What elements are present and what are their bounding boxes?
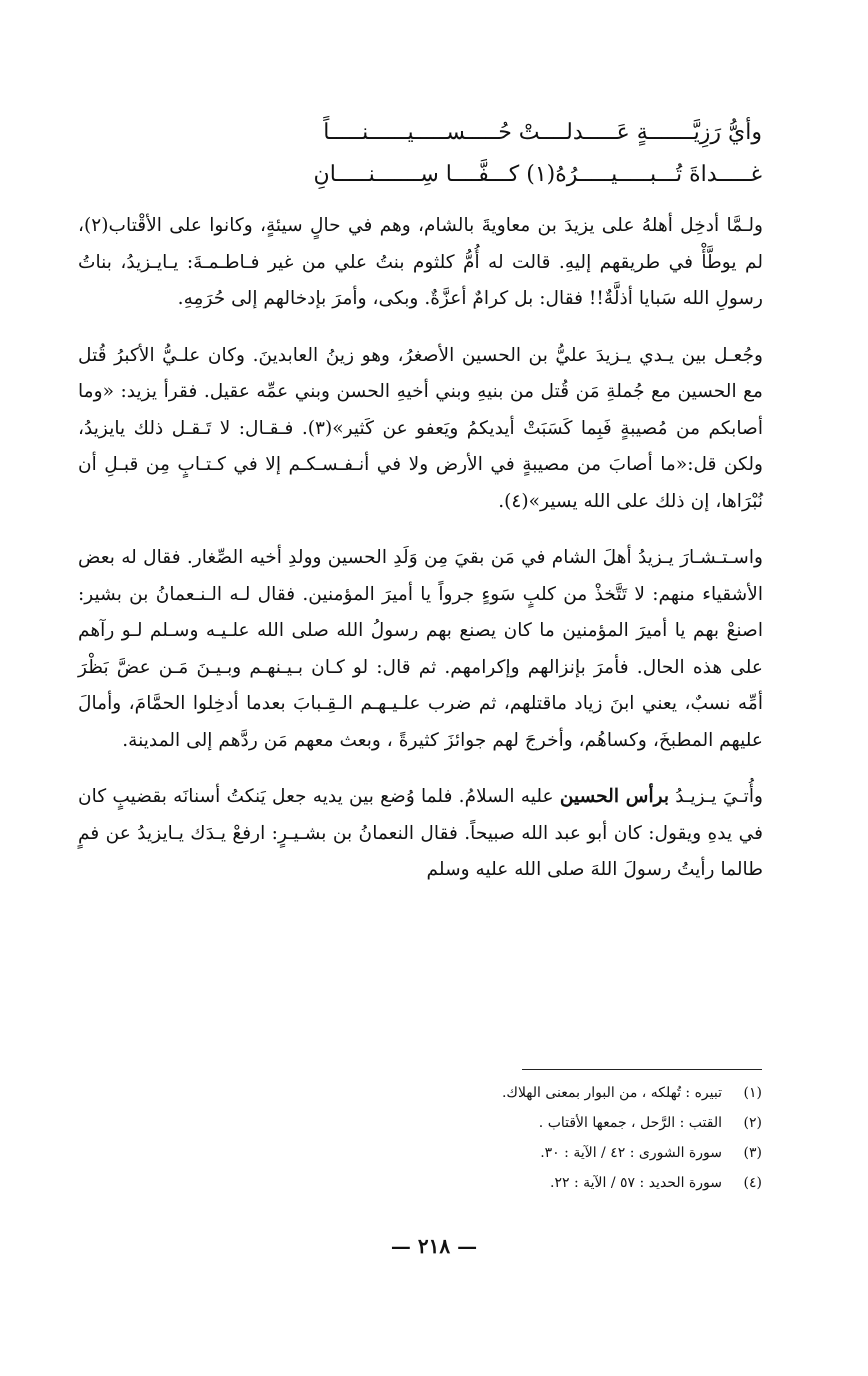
footnote-1 <box>300 1078 762 1108</box>
footnote-divider <box>522 1069 762 1070</box>
footnote-text: سورة الشورى : ٤٢ / الآية : ٣٠. <box>540 1145 722 1161</box>
footnote-3 <box>300 1138 762 1168</box>
verse-line-1: وأيُّ رَزِيَّـــــــةٍ عَـــــدلــــتْ حُـــــســـــيــــــنـــــاً <box>323 120 762 145</box>
paragraph-1: ولـمَّا أدخِل أهلهُ على يزيدَ بن معاويةَ بالشام، وهم في حالٍ سيئةٍ، وكانوا على الأقْتاب(٢)، لم يوطَّأْ في طريقهم إليهِ. قالت له أُمُّ كلثوم بنتُ علي من غير فـاطـمـةَ: يـايـزيدُ، بناتُ رسولِ الله سَبايا أذلَّةٌ!! فقال: بل كرامٌ أعزَّةٌ. وبكى، وأمرَ بإدخالهم إلى حُرَمِهِ. <box>78 215 763 309</box>
bold-phrase: برأس الحسين <box>559 786 670 807</box>
paragraph-3: واسـتـشـارَ يـزيدُ أهلَ الشام في مَن بقيَ مِن وَلَدِ الحسين وولدِ أخيه الصِّغار. فقال له بعض الأشقياء منهم: لا تَتَّخذْ من كلبٍ سَوءٍ جرواً يا أميرَ المؤمنين. فقال لـه الـنـعمانُ بن بشير: اصنعْ بهم يا أميرَ المؤمنين ما كان يصنع بهم رسولُ الله صلى الله علـيـه وسـلم لـو رآهم على هذه الحال. فأمرَ بإنزالهم وإكرامهم. ثم قال: لو كـان بـيـنهـم وبـيـنَ مَـن عضَّ بَظْرَ أمِّه نسبٌ، يعني ابنَ زياد ماقتلهم، ثم ضرب علـيـهـم الـقِـبابَ بعدما أدخِلوا الحمَّامَ، وأمالَ عليهم المطبخَ، وكساهُم، وأخرجَ لهم جوائزَ كثيرةً ، وبعث معهم مَن ردَّهم إلى المدينة. <box>78 547 763 751</box>
footnote-number: (٤) <box>743 1175 762 1191</box>
poem-verse <box>250 112 762 196</box>
footnote-text: سورة الحديد : ٥٧ / الآية : ٢٢. <box>550 1175 722 1191</box>
footnote-2 <box>300 1108 762 1138</box>
paragraph-2: وجُعـل بين يـدي يـزيدَ عليُّ بن الحسين الأصغرُ، وهو زينُ العابدينَ. وكان علـيُّ الأكبرُ قُتل مع الحسين مع جُملةِ مَن قُتل من بنيهِ وبني أخيهِ الحسن وبني عمِّه عقيل. فقرأ يزيد: «وما أصابكم من مُصيبةٍ فَبِما كَسَبَتْ أيديكمُ ويَعفو عن كَثير»(٣). فـقـال: لا تَـقـل ذلك يايزيدُ، ولكن قل:«ما أصابَ من مصيبةٍ في الأرض ولا في أنـفـسـكـم إلا في كـتـابٍ مِن قبـلِ أن نُبْرَاها، إن ذلك على الله يسير»(٤). <box>78 344 763 512</box>
verse-line-2: غـــــداةَ تُـــبـــــيـــــرُهُ(١) كـــفَّــــا سِـــــــنـــــانِ <box>313 162 762 187</box>
footnote-number: (٣) <box>743 1145 762 1161</box>
footnote-number: (١) <box>743 1085 762 1101</box>
footnote-number: (٢) <box>743 1115 762 1131</box>
footnote-4 <box>300 1168 762 1198</box>
footnotes <box>300 1078 762 1198</box>
page-number: — ٢١٨ — <box>390 1234 478 1258</box>
footnote-text: القتب : الرَّحل ، جمعها الأقتاب . <box>538 1115 722 1131</box>
paragraph-4-rest: عليه السلامُ. فلما وُضع بين يديه جعل يَنكتُ أسنانَه بقضيبٍ كان في يدهِ ويقول: كان أبو عبد الله صبيحاً. فقال النعمانُ بن بشـيـرٍ: ارفعْ يـدَك يـايزيدُ عن فمٍ طالما رأيتُ رسولَ اللهَ صلى الله عليه وسلم <box>78 786 763 880</box>
paragraph-4 <box>78 779 763 889</box>
main-text <box>78 208 763 909</box>
footnote-text: تبيره : تُهلكه ، من البوار بمعنى الهلاك. <box>501 1085 722 1101</box>
paragraph-4-start: وأُتـيَ يـزيـدُ <box>669 786 763 807</box>
